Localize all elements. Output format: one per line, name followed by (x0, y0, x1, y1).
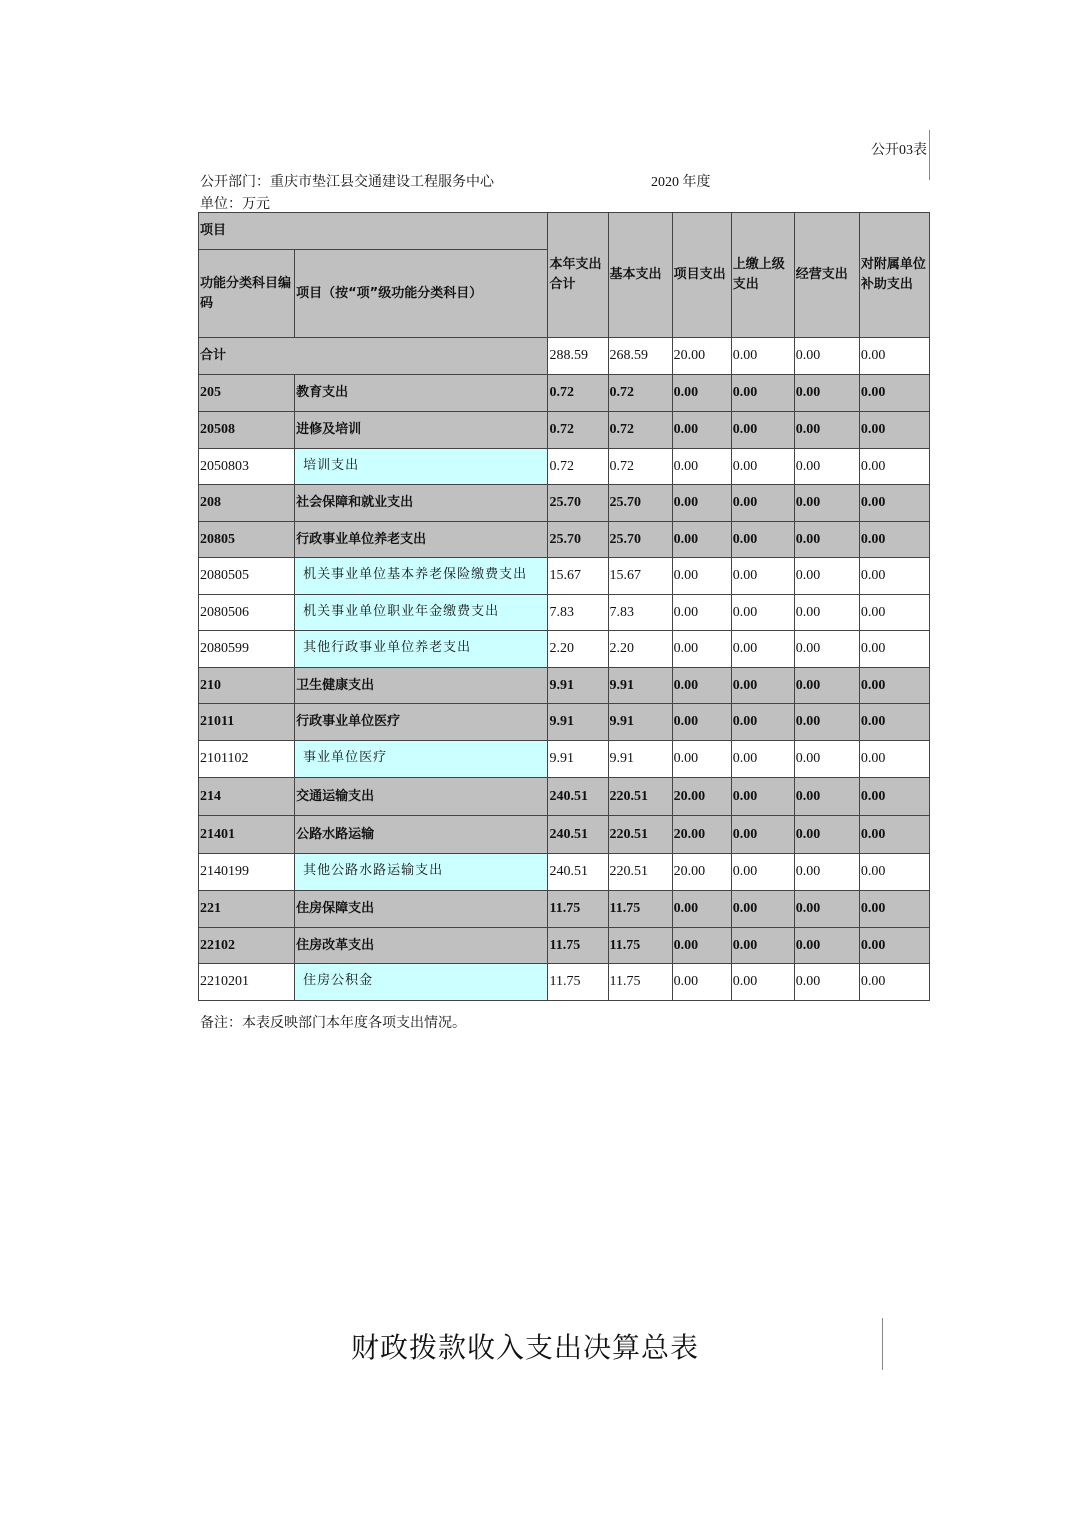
total-value: 268.59 (608, 338, 672, 375)
row-value: 0.00 (672, 704, 731, 741)
table-row (199, 558, 930, 595)
row-value: 0.00 (859, 816, 929, 854)
row-value: 0.00 (672, 522, 731, 558)
row-value: 0.72 (548, 375, 608, 412)
table-row (199, 412, 930, 449)
row-value: 0.00 (672, 485, 731, 522)
row-value: 20.00 (672, 778, 731, 816)
row-value: 0.00 (731, 631, 794, 668)
row-code: 20805 (199, 522, 295, 558)
row-value: 0.72 (608, 449, 672, 485)
row-value: 220.51 (608, 816, 672, 854)
row-value: 0.00 (731, 704, 794, 741)
expenditure-table (198, 212, 930, 1001)
table-row (199, 631, 930, 668)
row-value: 0.00 (672, 631, 731, 668)
row-value: 0.00 (859, 558, 929, 595)
row-code: 2140199 (199, 854, 295, 891)
row-value: 0.00 (794, 816, 859, 854)
row-name: 事业单位医疗 (295, 741, 548, 778)
row-value: 15.67 (608, 558, 672, 595)
row-value: 0.00 (859, 891, 929, 928)
row-value: 0.00 (794, 928, 859, 964)
row-value: 20.00 (672, 816, 731, 854)
header-basic: 基本支出 (608, 213, 672, 338)
row-value: 0.00 (794, 891, 859, 928)
row-value: 0.00 (794, 449, 859, 485)
row-value: 0.00 (859, 595, 929, 631)
row-value: 0.00 (672, 928, 731, 964)
row-value: 11.75 (548, 891, 608, 928)
row-value: 2.20 (548, 631, 608, 668)
row-value: 25.70 (608, 522, 672, 558)
row-value: 2.20 (608, 631, 672, 668)
header-subsidy: 对附属单位补助支出 (859, 213, 929, 338)
row-value: 0.00 (859, 928, 929, 964)
row-value: 0.00 (672, 412, 731, 449)
row-value: 0.00 (731, 741, 794, 778)
row-code: 21011 (199, 704, 295, 741)
row-value: 0.00 (731, 816, 794, 854)
row-code: 22102 (199, 928, 295, 964)
row-value: 0.00 (731, 928, 794, 964)
row-value: 0.00 (731, 595, 794, 631)
row-value: 9.91 (608, 668, 672, 704)
row-code: 2080599 (199, 631, 295, 668)
header-code: 功能分类科目编码 (199, 250, 295, 338)
row-value: 0.00 (859, 778, 929, 816)
row-code: 205 (199, 375, 295, 412)
row-value: 0.00 (731, 964, 794, 1001)
row-value: 0.00 (859, 668, 929, 704)
row-value: 0.00 (794, 668, 859, 704)
table-row (199, 704, 930, 741)
row-name: 住房改革支出 (295, 928, 548, 964)
row-code: 2101102 (199, 741, 295, 778)
row-value: 0.00 (859, 631, 929, 668)
row-value: 9.91 (548, 668, 608, 704)
row-value: 0.00 (731, 412, 794, 449)
row-value: 0.72 (608, 412, 672, 449)
header-total: 本年支出合计 (548, 213, 608, 338)
total-row (199, 338, 930, 375)
row-value: 0.00 (794, 412, 859, 449)
row-value: 11.75 (608, 928, 672, 964)
total-value: 20.00 (672, 338, 731, 375)
row-value: 0.00 (794, 485, 859, 522)
next-table-title: 财政拨款收入支出决算总表 (350, 1331, 699, 1364)
row-value: 15.67 (548, 558, 608, 595)
row-code: 2080505 (199, 558, 295, 595)
row-value: 0.00 (731, 449, 794, 485)
row-value: 9.91 (548, 704, 608, 741)
table-row (199, 522, 930, 558)
table-row (199, 595, 930, 631)
row-name: 住房公积金 (295, 964, 548, 1001)
row-value: 0.00 (731, 522, 794, 558)
row-code: 20508 (199, 412, 295, 449)
header-row-1 (199, 213, 930, 250)
row-value: 0.00 (859, 854, 929, 891)
row-value: 11.75 (548, 964, 608, 1001)
row-value: 7.83 (548, 595, 608, 631)
row-value: 0.00 (859, 449, 929, 485)
row-value: 25.70 (608, 485, 672, 522)
total-label: 合计 (199, 338, 548, 375)
row-value: 11.75 (548, 928, 608, 964)
row-value: 25.70 (548, 485, 608, 522)
row-value: 0.00 (859, 704, 929, 741)
row-name: 社会保障和就业支出 (295, 485, 548, 522)
row-value: 0.00 (672, 741, 731, 778)
row-code: 2080506 (199, 595, 295, 631)
row-value: 220.51 (608, 778, 672, 816)
row-value: 0.00 (794, 741, 859, 778)
row-value: 7.83 (608, 595, 672, 631)
row-code: 21401 (199, 816, 295, 854)
row-value: 0.00 (672, 558, 731, 595)
row-value: 0.00 (794, 964, 859, 1001)
right-margin-rule (929, 130, 930, 180)
row-name: 培训支出 (295, 449, 548, 485)
row-value: 220.51 (608, 854, 672, 891)
row-code: 208 (199, 485, 295, 522)
row-value: 0.00 (859, 375, 929, 412)
row-value: 0.00 (859, 741, 929, 778)
row-value: 0.72 (608, 375, 672, 412)
row-value: 0.00 (794, 522, 859, 558)
row-value: 0.00 (672, 375, 731, 412)
row-code: 221 (199, 891, 295, 928)
row-value: 0.00 (731, 558, 794, 595)
row-name: 其他公路水路运输支出 (295, 854, 548, 891)
table-row (199, 375, 930, 412)
row-value: 240.51 (548, 816, 608, 854)
row-value: 25.70 (548, 522, 608, 558)
row-value: 11.75 (608, 964, 672, 1001)
row-code: 214 (199, 778, 295, 816)
table-row (199, 964, 930, 1001)
row-name: 交通运输支出 (295, 778, 548, 816)
header-operating: 经营支出 (794, 213, 859, 338)
header-name: 项目（按“项”级功能分类科目） (295, 250, 548, 338)
row-value: 9.91 (608, 741, 672, 778)
header-project: 项目 (199, 213, 548, 250)
total-value: 0.00 (859, 338, 929, 375)
row-value: 0.72 (548, 449, 608, 485)
table-label: 公开03表 (871, 143, 927, 158)
row-value: 0.00 (731, 778, 794, 816)
table-row (199, 449, 930, 485)
total-value: 288.59 (548, 338, 608, 375)
row-name: 行政事业单位养老支出 (295, 522, 548, 558)
row-value: 0.72 (548, 412, 608, 449)
year-label: 2020 年度 (651, 175, 711, 190)
row-name: 公路水路运输 (295, 816, 548, 854)
row-value: 0.00 (731, 485, 794, 522)
row-name: 行政事业单位医疗 (295, 704, 548, 741)
table-row (199, 854, 930, 891)
row-value: 11.75 (608, 891, 672, 928)
row-value: 9.91 (548, 741, 608, 778)
row-value: 0.00 (731, 668, 794, 704)
row-name: 教育支出 (295, 375, 548, 412)
row-name: 住房保障支出 (295, 891, 548, 928)
table-row (199, 668, 930, 704)
row-value: 0.00 (794, 558, 859, 595)
row-value: 0.00 (794, 375, 859, 412)
table-row (199, 891, 930, 928)
row-value: 0.00 (859, 964, 929, 1001)
table-note: 备注：本表反映部门本年度各项支出情况。 (200, 1016, 466, 1031)
row-name: 其他行政事业单位养老支出 (295, 631, 548, 668)
row-value: 240.51 (548, 854, 608, 891)
row-code: 2050803 (199, 449, 295, 485)
row-code: 2210201 (199, 964, 295, 1001)
row-name: 机关事业单位基本养老保险缴费支出 (295, 558, 548, 595)
row-value: 0.00 (794, 854, 859, 891)
table-row (199, 816, 930, 854)
table-row (199, 928, 930, 964)
table-row (199, 778, 930, 816)
row-value: 240.51 (548, 778, 608, 816)
total-value: 0.00 (731, 338, 794, 375)
row-value: 9.91 (608, 704, 672, 741)
row-code: 210 (199, 668, 295, 704)
row-value: 0.00 (731, 891, 794, 928)
row-value: 0.00 (672, 449, 731, 485)
header-upper: 上缴上级支出 (731, 213, 794, 338)
row-value: 0.00 (794, 631, 859, 668)
table-row (199, 485, 930, 522)
table-row (199, 741, 930, 778)
row-value: 0.00 (794, 595, 859, 631)
row-name: 机关事业单位职业年金缴费支出 (295, 595, 548, 631)
row-value: 0.00 (859, 412, 929, 449)
row-value: 0.00 (672, 668, 731, 704)
row-value: 0.00 (672, 964, 731, 1001)
row-value: 0.00 (672, 595, 731, 631)
row-value: 20.00 (672, 854, 731, 891)
unit-label: 单位：万元 (200, 197, 270, 212)
row-value: 0.00 (859, 522, 929, 558)
row-value: 0.00 (794, 778, 859, 816)
total-value: 0.00 (794, 338, 859, 375)
row-name: 卫生健康支出 (295, 668, 548, 704)
header-project-expense: 项目支出 (672, 213, 731, 338)
row-value: 0.00 (672, 891, 731, 928)
row-value: 0.00 (859, 485, 929, 522)
row-value: 0.00 (731, 854, 794, 891)
department-label: 公开部门：重庆市垫江县交通建设工程服务中心 (200, 175, 494, 190)
row-name: 进修及培训 (295, 412, 548, 449)
row-value: 0.00 (794, 704, 859, 741)
row-value: 0.00 (731, 375, 794, 412)
